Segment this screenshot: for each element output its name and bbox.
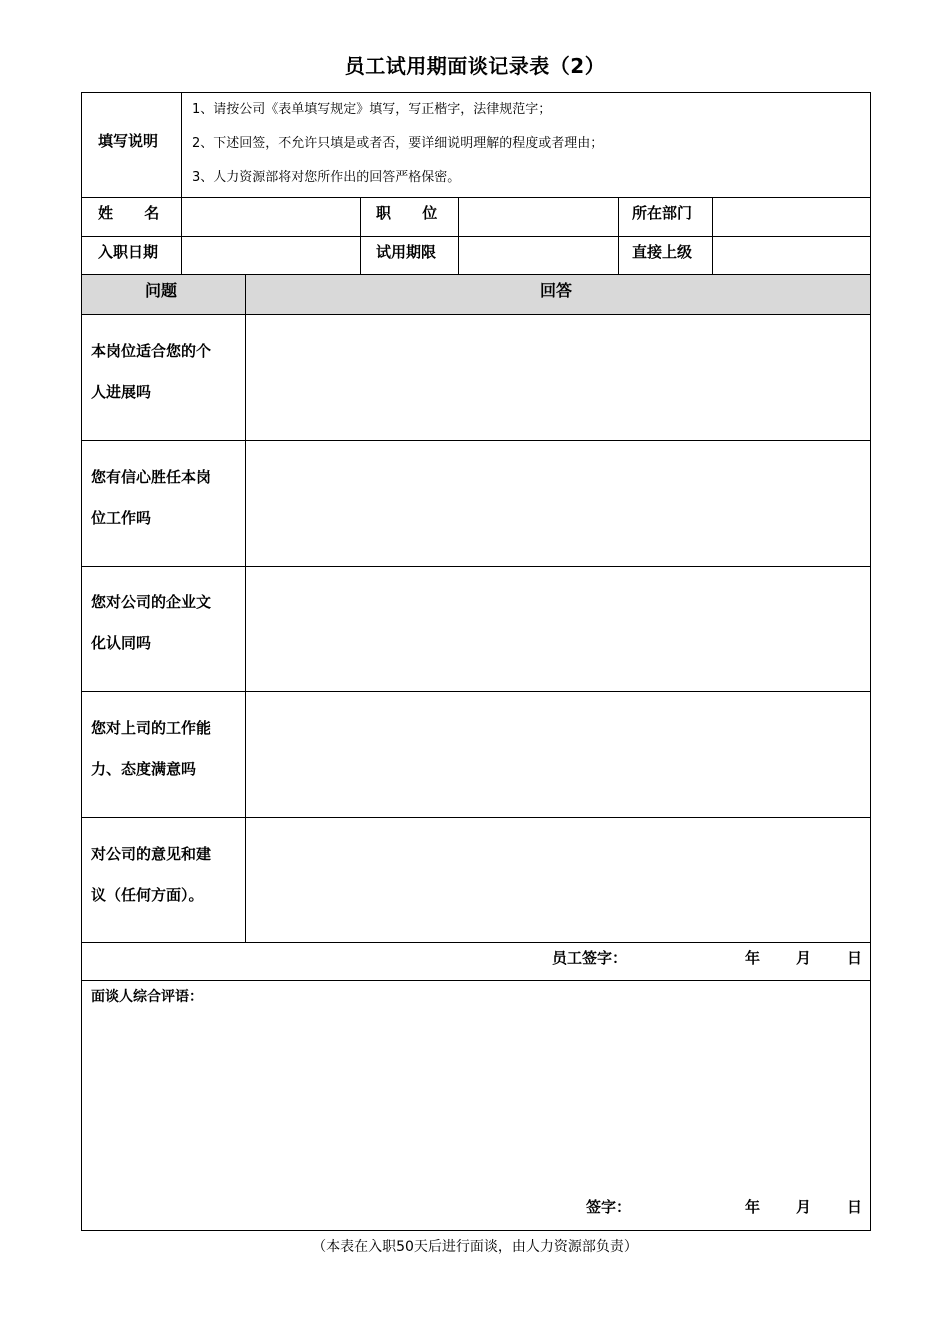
- employee-sign-label: 员工签字：: [552, 949, 628, 967]
- employee-sign-year: 年: [745, 949, 761, 967]
- answer-field-5[interactable]: [246, 818, 870, 942]
- answer-field-2[interactable]: [246, 441, 870, 566]
- row-divider: [81, 274, 871, 275]
- answer-field-3[interactable]: [246, 567, 870, 691]
- col-divider: [360, 197, 361, 274]
- question-text: 人进展吗: [91, 383, 152, 401]
- position-label-part: 位: [422, 204, 438, 222]
- col-divider: [618, 197, 619, 274]
- department-field[interactable]: [713, 198, 870, 236]
- instruction-item: 1、请按公司《表单填写规定》填写，写正楷字，法律规范字；: [192, 102, 552, 117]
- question-header: 问题: [145, 281, 178, 300]
- row-divider: [81, 942, 871, 943]
- instruction-item: 3、人力资源部将对您所作出的回答严格保密。: [192, 170, 461, 185]
- name-label: [98, 202, 159, 223]
- name-label-part: 名: [144, 204, 160, 222]
- question-text: 您有信心胜任本岗: [91, 468, 212, 486]
- question-text: 您对上司的工作能: [91, 719, 212, 737]
- question-3: [91, 582, 241, 664]
- interviewer-comment-field[interactable]: [91, 1010, 861, 1185]
- name-label-part: 姓: [98, 204, 114, 222]
- interviewer-sign-year: 年: [745, 1198, 761, 1216]
- interviewer-sign-field[interactable]: [632, 1192, 737, 1222]
- question-text: 对公司的意见和建: [91, 845, 212, 863]
- question-text: 位工作吗: [91, 509, 152, 527]
- question-4: [91, 708, 241, 790]
- question-text: 本岗位适合您的个: [91, 342, 212, 360]
- entry-date-field[interactable]: [182, 237, 360, 274]
- answer-header: 回答: [540, 281, 573, 300]
- employee-sign-month: 月: [796, 949, 812, 967]
- employee-sign-field[interactable]: [632, 944, 737, 978]
- position-field[interactable]: [459, 198, 618, 236]
- question-2: [91, 457, 241, 539]
- question-5: [91, 834, 241, 916]
- entry-date-label: 入职日期: [98, 243, 159, 261]
- interviewer-sign-day: 日: [847, 1198, 863, 1216]
- answer-field-4[interactable]: [246, 692, 870, 817]
- name-field[interactable]: [182, 198, 360, 236]
- probation-label: 试用期限: [376, 243, 437, 261]
- instructions-label: 填写说明: [98, 132, 159, 150]
- row-divider: [81, 980, 871, 981]
- question-1: [91, 331, 241, 413]
- employee-sign-day: 日: [847, 949, 863, 967]
- footer-note: （本表在入职50天后进行面谈，由人力资源部负责）: [312, 1239, 638, 1255]
- instruction-item: 2、下述回签，不允许只填是或者否，要详细说明理解的程度或者理由；: [192, 136, 604, 151]
- supervisor-field[interactable]: [713, 237, 870, 274]
- interviewer-sign-month: 月: [796, 1198, 812, 1216]
- question-text: 您对公司的企业文: [91, 593, 212, 611]
- department-label: 所在部门: [632, 204, 693, 222]
- position-label: [376, 202, 437, 223]
- question-text: 议（任何方面）。: [91, 886, 204, 904]
- page-title: 员工试用期面谈记录表（2）: [344, 54, 606, 78]
- interviewer-sign-label: 签字：: [586, 1198, 632, 1216]
- probation-field[interactable]: [459, 237, 618, 274]
- supervisor-label: 直接上级: [632, 243, 693, 261]
- question-text: 化认同吗: [91, 634, 152, 652]
- answer-field-1[interactable]: [246, 315, 870, 440]
- question-text: 力、态度满意吗: [91, 760, 197, 778]
- position-label-part: 职: [376, 204, 392, 222]
- interviewer-comment-label: 面谈人综合评语：: [91, 989, 203, 1005]
